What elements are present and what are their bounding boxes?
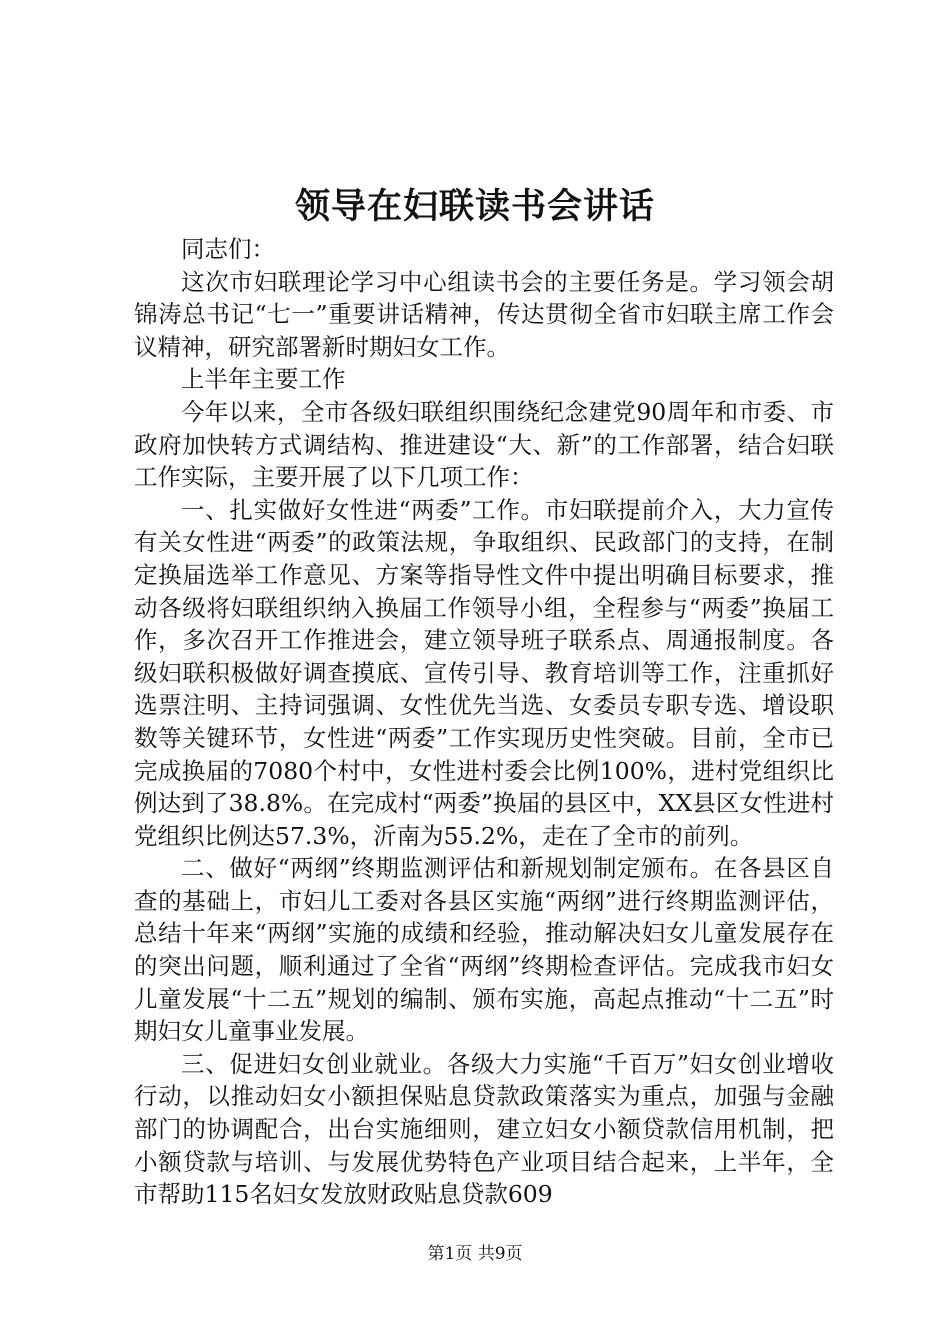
paragraph-greeting: 同志们： (181, 235, 275, 263)
paragraph-item-1: 一、扎实做好女性进“两委”工作。市妇联提前介入，大力宣传有关女性进“两委”的政策法规，争取组织、民政部门的支持，在制定换届选举工作意见、方案等指导性文件中提出明确目标要求，推动各级将妇联组织纳入换届工作领导小组，全程参与“两委”换届工作，多次召开工作推进会，建立领导班子联系点、周通报制度。各级妇联积极做好调查摸底、宣传引导、教育培训等工作，注重抓好选票注明、主持词强调、女性优先当选、女委员专职专选、增设职数等关键环节，女性进“两委”工作实现历史性突破。目前，全市已完成换届的7080个村中，女性进村委会比例100%，进村党组织比例达到了38.8%。在完成村“两委”换届的县区中，XX县区女性进村党组织比例达57.3%，沂南为55.2%，走在了全市的前列。 (134, 495, 834, 850)
document-title: 领导在妇联读书会讲话 (294, 186, 655, 227)
page-footer: 第1页 共9页 (427, 1244, 523, 1264)
document-body (134, 233, 834, 1211)
section-heading: 上半年主要工作 (181, 365, 346, 394)
paragraph-item-2: 二、做好“两纲”终期监测评估和新规划制定颁布。在各县区自查的基础上，市妇儿工委对各县区实施“两纲”进行终期监测评估，总结十年来“两纲”实施的成绩和经验，推动解决妇女儿童发展存在的突出问题，顺利通过了全省“两纲”终期检查评估。完成我市妇女儿童发展“十二五”规划的编制、颁布实施，高起点推动“十二五”时期妇女儿童事业发展。 (134, 854, 834, 1046)
paragraph-intro: 这次市妇联理论学习中心组读书会的主要任务是。学习领会胡锦涛总书记“七一”重要讲话精神，传达贯彻全省市妇联主席工作会议精神，研究部署新时期妇女工作。 (134, 267, 834, 361)
paragraph-overview: 今年以来，全市各级妇联组织围绕纪念建党90周年和市委、市政府加快转方式调结构、推进建设“大、新”的工作部署，结合妇联工作实际，主要开展了以下几项工作： (134, 397, 834, 492)
paragraph-item-3: 三、促进妇女创业就业。各级大力实施“千百万”妇女创业增收行动，以推动妇女小额担保贴息贷款政策落实为重点，加强与金融部门的协调配合，出台实施细则，建立妇女小额贷款信用机制，把小额贷款与培训、与发展优势特色产业项目结合起来，上半年，全市帮助115名妇女发放财政贴息贷款609 (134, 1049, 834, 1209)
